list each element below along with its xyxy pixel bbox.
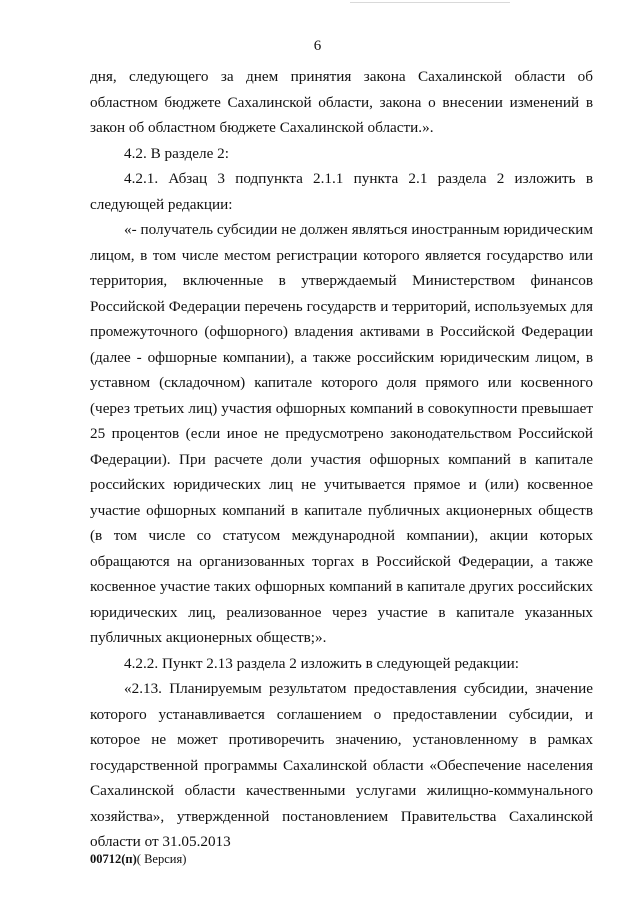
paragraph-quoted-offshore: «- получатель субсидии не должен являться иностранным юридическим лицом, в том числе местом регистрации которого является государство или территория, включенные в утверждаемый Министерством финансов Российской Федерации перечень государств и территорий, используемых для промежуточного (офшорного) владения активами в Российской Федерации (далее - офшорные компании), а также российским юридическим лицом, в уставном (складочном) капитале которого доля прямого или косвенного (через третьих лиц) участия офшорных компаний в совокупности превышает 25 процентов (если иное не предусмотрено законодательством Российской Федерации). При расчете доли участия офшорных компаний в капитале российских юридических лиц не учитывается прямое и (или) косвенное участие офшорных компаний в капитале публичных акционерных обществ (в том числе со статусом международной компании), акции которых обращаются на организованных торгах в Российской Федерации, а также косвенное участие таких офшорных компаний в капитале других российских юридических лиц, реализованное через участие в капитале указанных публичных акционерных обществ;». [90,221,593,646]
document-code [90,852,186,867]
paragraph-4-2-1: 4.2.1. Абзац 3 подпункта 2.1.1 пункта 2.1 раздела 2 изложить в следующей редакции: [90,170,593,213]
document-version: ( Версия) [136,852,187,866]
paragraph-4-2-2: 4.2.2. Пункт 2.13 раздела 2 изложить в следующей редакции: [124,654,520,672]
page-number: 6 [313,38,322,54]
document-body [90,64,593,855]
scan-artifact [350,2,510,3]
paragraph-section-4-2: 4.2. В разделе 2: [124,144,229,162]
document-code-number: 00712(п) [90,852,137,866]
paragraph-continuation: дня, следующего за днем принятия закона Сахалинской области об областном бюджете Сахалинской области, закона о внесении изменений в закон об областном бюджете Сахалинской области.». [90,68,593,136]
paragraph-2-13: «2.13. Планируемым результатом предоставления субсидии, значение которого устанавливается соглашением о предоставлении субсидии, и которое не может противоречить значению, установленному в рамках государственной программы Сахалинской области «Обеспечение населения Сахалинской области качественными услугами жилищно-коммунального хозяйства», утвержденной постановлением Правительства Сахалинской области от 31.05.2013 [90,680,593,850]
